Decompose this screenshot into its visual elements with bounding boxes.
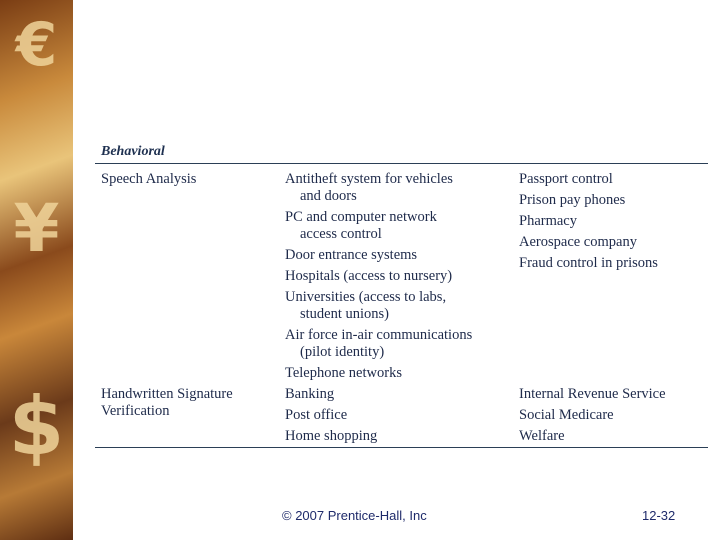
application-item: Post office [285, 407, 348, 423]
application-item: Telephone networks [285, 365, 402, 381]
users-cell [519, 171, 709, 276]
application-item: Home shopping [285, 428, 378, 444]
user-item: Aerospace company [519, 234, 637, 250]
table-bottom-rule [95, 447, 708, 448]
yen-symbol-icon: ¥ [13, 190, 60, 267]
user-item: Fraud control in prisons [519, 255, 658, 271]
user-item: Pharmacy [519, 213, 577, 229]
slide-number: 12-32 [642, 508, 676, 523]
application-item: Door entrance systems [285, 247, 418, 263]
application-item: Hospitals (access to nursery) [285, 268, 453, 284]
user-item: Welfare [519, 428, 565, 444]
technique-label: Speech Analysis [101, 171, 197, 187]
decorative-currency-strip [0, 0, 73, 540]
users-cell [519, 386, 709, 449]
user-item: Social Medicare [519, 407, 614, 423]
application-item: Universities (access to labs, student unions) [285, 289, 447, 322]
application-item: Antitheft system for vehicles and doors [285, 171, 453, 204]
euro-symbol-icon: € [15, 10, 58, 80]
application-item: Banking [285, 386, 335, 402]
technique-label: Handwritten Signature [101, 386, 233, 402]
technique-cell [101, 386, 271, 424]
dollar-symbol-icon: $ [8, 380, 65, 473]
technique-label: Verification [101, 403, 170, 419]
applications-cell [285, 386, 510, 449]
table-top-rule [95, 163, 708, 164]
user-item: Prison pay phones [519, 192, 626, 208]
application-item: PC and computer network access control [285, 209, 437, 242]
applications-cell [285, 171, 510, 386]
technique-cell [101, 171, 271, 192]
user-item: Passport control [519, 171, 613, 187]
copyright-text: © 2007 Prentice-Hall, Inc [282, 508, 427, 523]
application-item: Air force in-air communications (pilot identity) [285, 327, 473, 360]
user-item: Internal Revenue Service [519, 386, 666, 402]
table-heading: Behavioral [101, 144, 165, 159]
